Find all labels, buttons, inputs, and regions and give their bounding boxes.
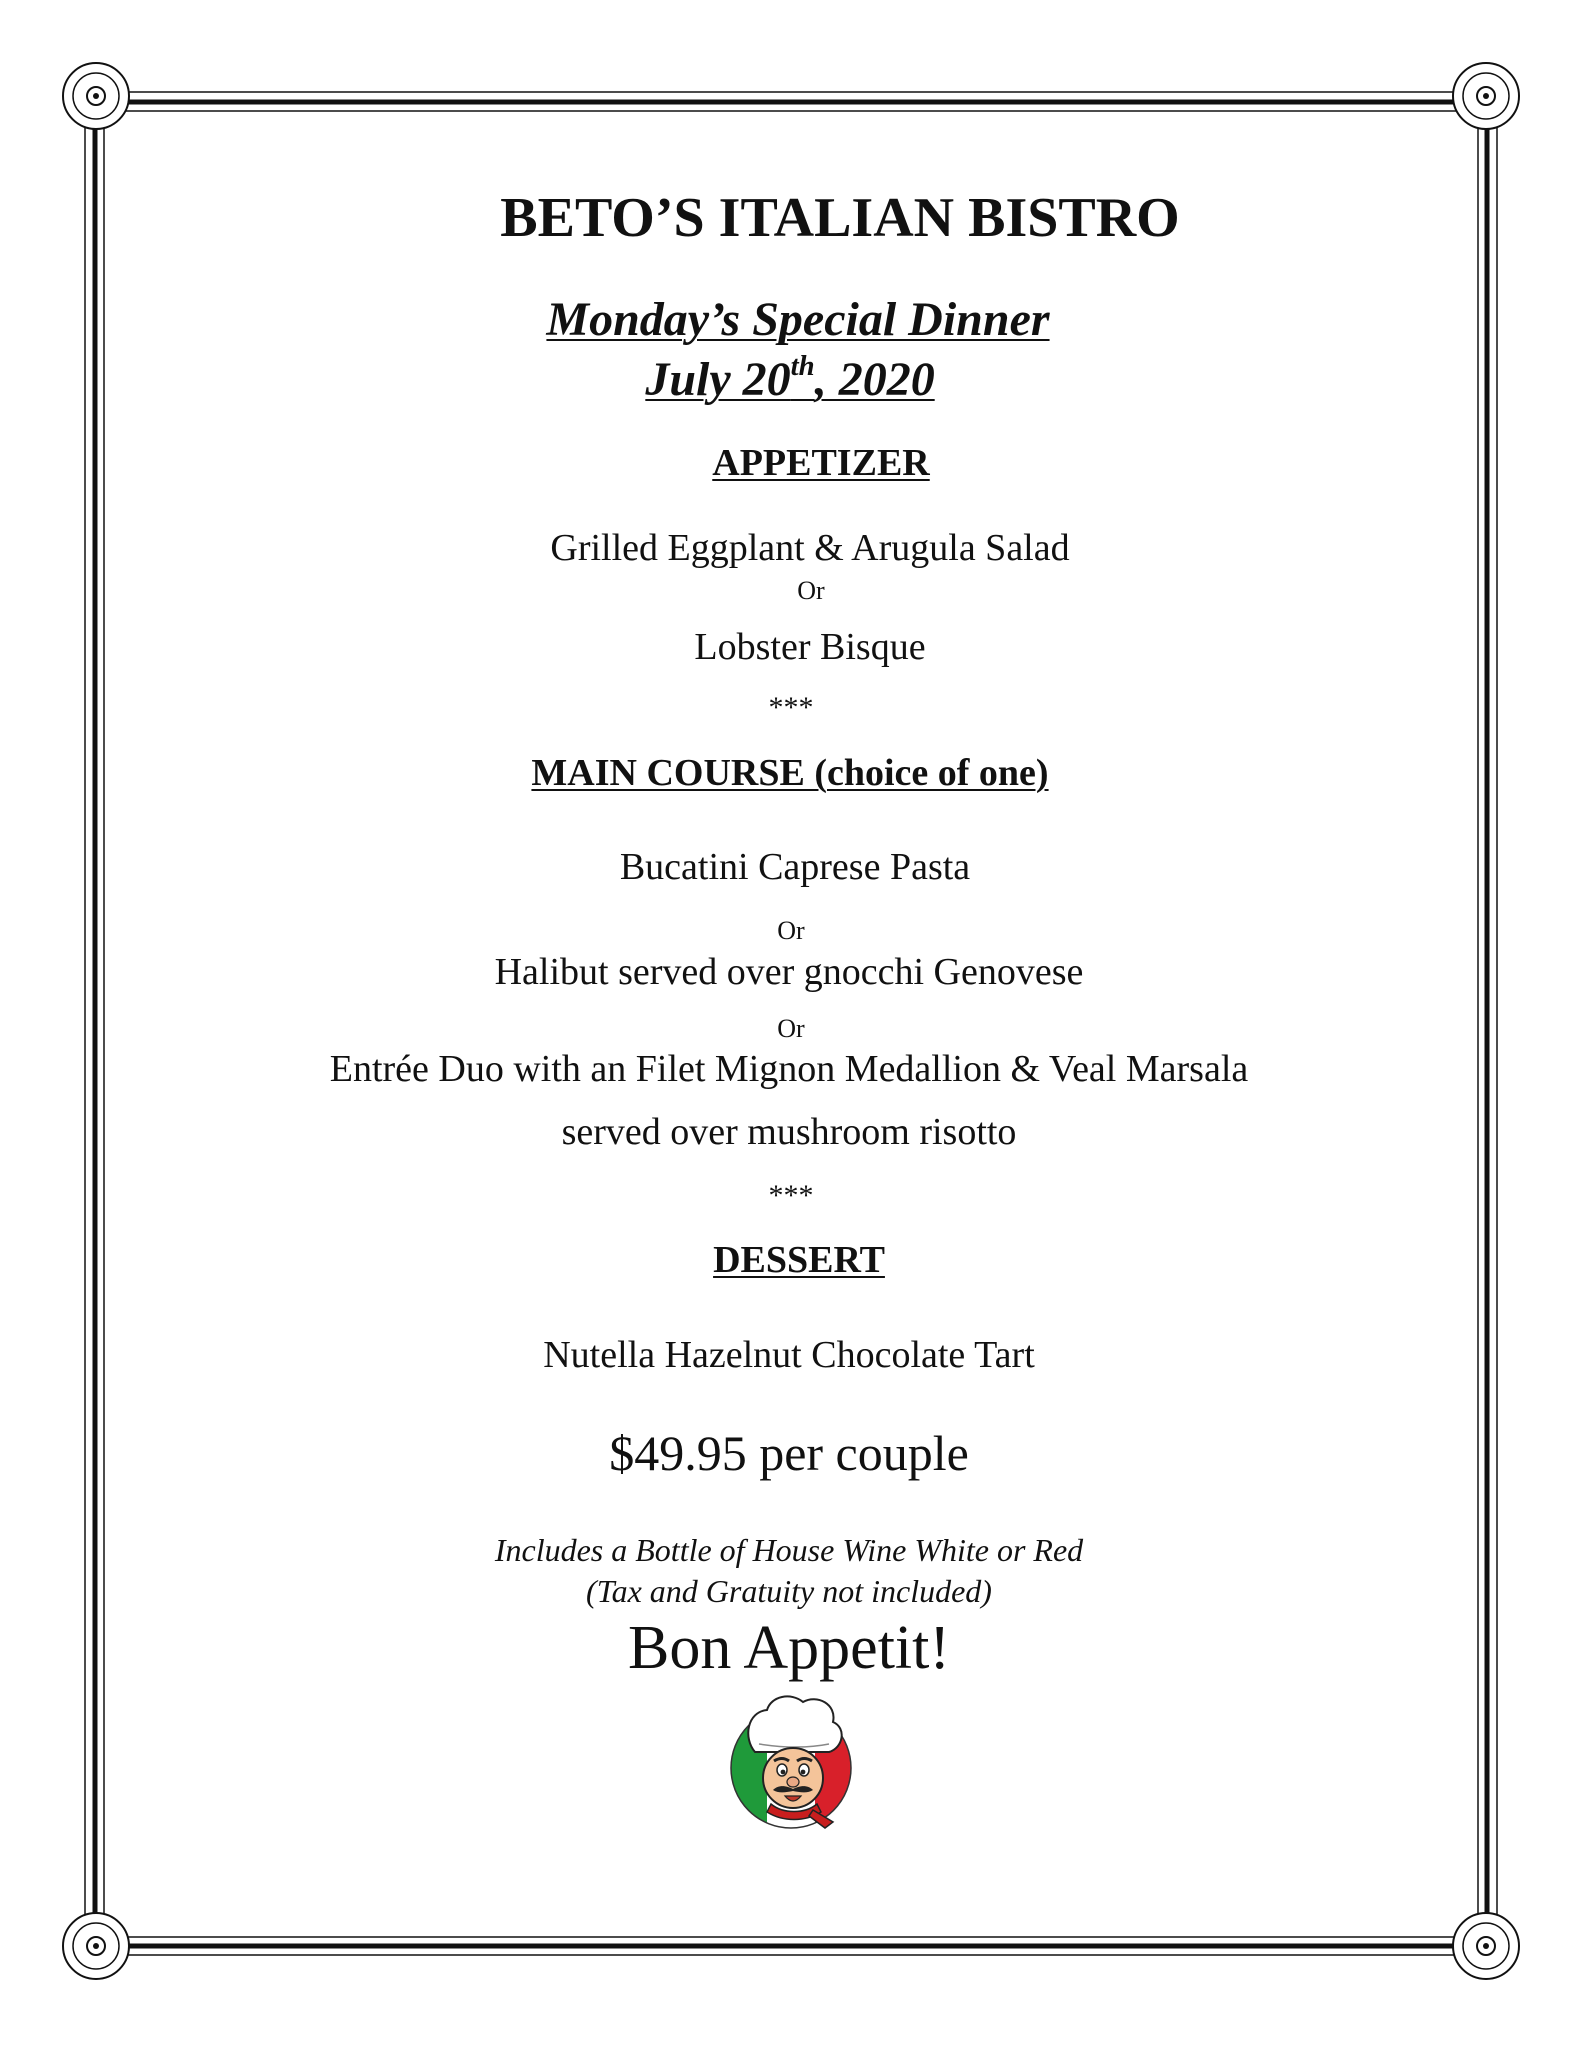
main-course-heading: MAIN COURSE (choice of one) <box>531 752 1049 794</box>
main-course-item: Bucatini Caprese Pasta <box>619 846 971 888</box>
section-separator: *** <box>768 1179 814 1212</box>
main-course-item: Halibut served over gnocchi Genovese <box>494 951 1084 993</box>
date-suffix: th <box>790 349 815 382</box>
menu-date <box>0 349 1580 406</box>
tax-note: (Tax and Gratuity not included) <box>586 1573 992 1609</box>
appetizer-heading: APPETIZER <box>712 442 930 484</box>
special-title: Monday’s Special Dinner <box>546 293 1050 346</box>
or-separator: Or <box>797 576 825 605</box>
closing-message: Bon Appetit! <box>627 1614 951 1682</box>
main-course-item-continued: served over mushroom risotto <box>561 1111 1017 1153</box>
date-prefix: July 20 <box>645 353 791 406</box>
appetizer-item: Grilled Eggplant & Arugula Salad <box>550 527 1070 569</box>
chef-mascot-icon <box>725 1690 857 1835</box>
main-course-item: Entrée Duo with an Filet Mignon Medallion & Veal Marsala <box>329 1048 1249 1090</box>
section-separator: *** <box>768 691 814 724</box>
dessert-heading: DESSERT <box>713 1239 885 1281</box>
appetizer-item: Lobster Bisque <box>694 626 926 668</box>
dessert-item: Nutella Hazelnut Chocolate Tart <box>543 1334 1035 1376</box>
or-separator: Or <box>777 916 805 945</box>
restaurant-name: BETO’S ITALIAN BISTRO <box>500 187 1180 249</box>
or-separator: Or <box>777 1014 805 1043</box>
price: $49.95 per couple <box>609 1425 969 1481</box>
wine-note: Includes a Bottle of House Wine White or Red <box>494 1532 1084 1568</box>
date-year: , 2020 <box>814 353 935 406</box>
